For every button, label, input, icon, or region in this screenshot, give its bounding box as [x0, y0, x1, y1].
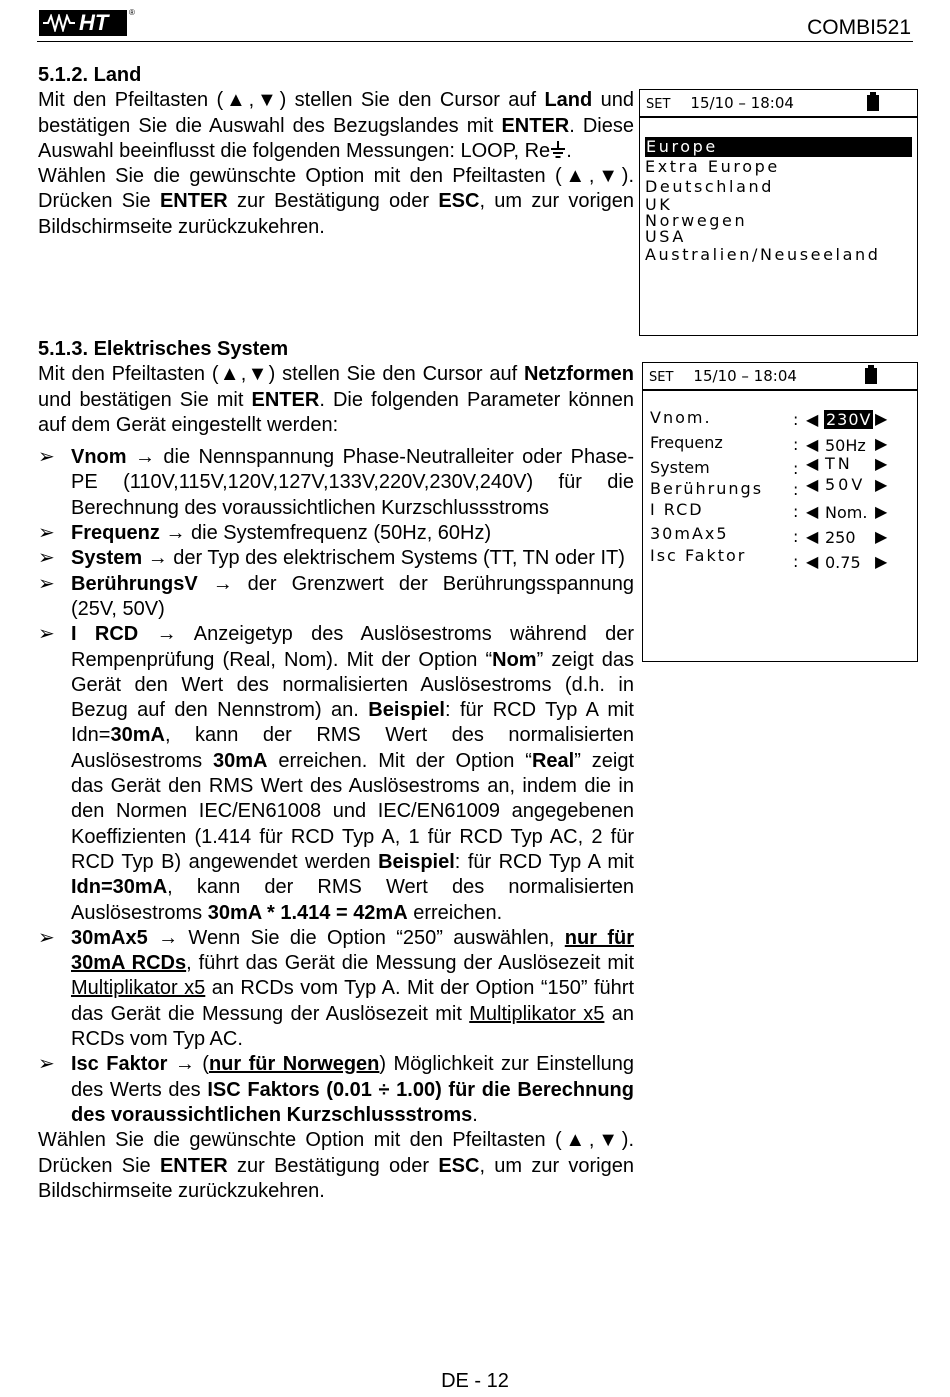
arrow-icon: → [158, 926, 179, 949]
bullet-icon: ➢ [38, 446, 55, 469]
device-screen-system: SET 15/10 – 18:04 Vnom. : ◀ 230V ▶ Frequenz : ◀ 50Hz ▶ System : ◀ TN ▶ Berührungs : ◀ 50V ▶ I RCD : ◀ Nom. ▶ 30mAx5 : ◀ 250 ▶ Isc Faktor : ◀ 0.75 ▶ [642, 362, 918, 662]
arrow-icon: → [212, 572, 233, 595]
bullet-icon: ➢ [38, 522, 55, 545]
arrow-icon: → [174, 1053, 195, 1076]
right-arrow-icon[interactable]: ▶ [875, 434, 888, 453]
ht-logo [39, 10, 127, 36]
parameter-list [38, 445, 634, 1128]
set-label: SET [646, 97, 671, 112]
arrow-icon: → [147, 547, 168, 570]
right-arrow-icon[interactable]: ▶ [875, 502, 888, 521]
left-arrow-icon[interactable]: ◀ [806, 475, 819, 494]
arrow-icon: → [156, 623, 177, 646]
right-arrow-icon[interactable]: ▶ [875, 552, 888, 571]
bullet-icon: ➢ [38, 547, 55, 570]
waveform-icon [43, 14, 75, 32]
earth-symbol-icon [550, 141, 566, 159]
battery-icon [865, 368, 877, 384]
country-list [645, 137, 912, 265]
left-arrow-icon[interactable]: ◀ [806, 502, 819, 521]
bullet-icon: ➢ [38, 926, 55, 949]
list-item: ➢ System → der Typ des elektrischem Systems (TT, TN oder IT) [38, 546, 634, 571]
list-item-selected[interactable]: Europe [645, 137, 912, 157]
bullet-icon: ➢ [38, 623, 55, 646]
paragraph: Mit den Pfeiltasten (▲,▼) stellen Sie den Cursor auf Land und bestätigen Sie die Auswahl des Bezugslandes mit ENTER. Diese Auswahl beeinflusst die folgenden Messungen: LOOP, Re . [38, 89, 634, 162]
datetime: 15/10 – 18:04 [693, 367, 797, 385]
arrow-icon: → [134, 446, 155, 469]
bullet-icon: ➢ [38, 1053, 55, 1076]
model-name: COMBI521 [807, 16, 911, 39]
setting-value: TN [825, 454, 853, 473]
setting-value: Nom. [825, 503, 868, 522]
left-arrow-icon[interactable]: ◀ [806, 410, 819, 429]
list-item[interactable]: Extra Europe [645, 157, 780, 176]
screen-header [646, 94, 794, 112]
set-label: SET [649, 370, 674, 385]
registered-mark: ® [129, 8, 135, 17]
list-item: ➢ Frequenz → die Systemfrequenz (50Hz, 60Hz) [38, 521, 634, 546]
list-item[interactable]: Deutschland [645, 177, 774, 196]
setting-value: 0.75 [825, 553, 861, 572]
paragraph: Wählen Sie die gewünschte Option mit den Pfeiltasten (▲,▼). Drücken Sie ENTER zur Bestätigung oder ESC, um zur vorigen Bildschirmseite zurückzukehren. [38, 165, 634, 238]
list-item: ➢ I RCD → Anzeigetyp des Auslösestroms während der Rempenprüfung (Real, Nom). Mit der Option “Nom” zeigt das Gerät den Wert des normalisierten Auslösestroms (d.h. in Bezug auf den Nennstrom) an. Beispiel: für RCD Typ A mit Idn=30mA, kann der RMS Wert des normalisierten Auslösestroms 30mA erreichen. Mit der Option “Real” zeigt das Gerät den RMS Wert des Auslösestroms an, indem die in den Normen IEC/EN61008 und IEC/EN61009 angegebenen Koeffizienten (1.414 für RCD Typ A, 1 für RCD Typ AC, 2 für RCD Typ B) angewendet werden Beispiel: für RCD Typ A mit Idn=30mA, kann der RMS Wert des normalisierten Auslösestroms 30mA * 1.414 = 42mA erreichen. [38, 623, 634, 924]
arrow-icon: → [165, 522, 186, 545]
left-arrow-icon[interactable]: ◀ [806, 552, 819, 571]
divider [640, 116, 917, 118]
setting-value: 250 [825, 528, 856, 547]
setting-value: 50Hz [825, 436, 866, 455]
section-heading: 5.1.3. Elektrisches System [38, 338, 289, 360]
bullet-icon: ➢ [38, 572, 55, 595]
paragraph: Wählen Sie die gewünschte Option mit den Pfeiltasten (▲,▼). Drücken Sie ENTER zur Bestätigung oder ESC, um zur vorigen Bildschirmseite zurückzukehren. [38, 1129, 634, 1202]
list-item[interactable]: Australien/Neuseeland [645, 245, 881, 264]
page-header [37, 8, 913, 42]
setting-value: 50V [825, 475, 866, 494]
right-arrow-icon[interactable]: ▶ [875, 475, 888, 494]
screen-header [649, 367, 797, 385]
list-item: ➢ 30mAx5 → Wenn Sie die Option “250” auswählen, nur für 30mA RCDs, führt das Gerät die Messung der Auslösezeit mit Multiplikator x5 an RCDs vom Typ A. Mit der Option “150” führt das Gerät die Messung der Auslösezeit mit Multiplikator x5 an RCDs vom Typ AC. [38, 926, 635, 1051]
list-item: ➢ Vnom → die Nennspannung Phase-Neutralleiter oder Phase-PE (110V,115V,120V,127V,133V,220V,230V,240V) für die Berechnung des voraussichtlichen Kurzschlussstroms [38, 446, 634, 519]
section-land [38, 63, 634, 240]
section-elektrisches-system [38, 337, 634, 1204]
device-screen-land [639, 89, 918, 336]
right-arrow-icon[interactable]: ▶ [875, 454, 888, 473]
right-arrow-icon[interactable]: ▶ [875, 527, 888, 546]
list-item: ➢ Isc Faktor → (nur für Norwegen) Möglichkeit zur Einstellung des Werts des ISC Faktors (0.01 ÷ 1.00) für die Berechnung des voraussichtlichen Kurzschlussstroms. [38, 1053, 635, 1126]
paragraph: Mit den Pfeiltasten (▲,▼) stellen Sie den Cursor auf Netzformen und bestätigen Sie mit ENTER. Die folgenden Parameter können auf dem Gerät eingestellt werden: [38, 363, 634, 436]
setting-value: 230V [826, 410, 872, 429]
battery-icon [867, 95, 879, 111]
left-arrow-icon[interactable]: ◀ [806, 435, 819, 454]
list-item[interactable]: UK [645, 195, 673, 214]
datetime: 15/10 – 18:04 [690, 94, 794, 112]
list-item[interactable]: Norwegen [645, 211, 748, 230]
list-item[interactable]: USA [645, 227, 686, 246]
logo-text: HT [79, 10, 109, 35]
section-heading: 5.1.2. Land [38, 64, 142, 86]
left-arrow-icon[interactable]: ◀ [806, 454, 819, 473]
divider [643, 389, 917, 391]
page-number: DE - 12 [441, 1370, 509, 1392]
list-item: ➢ BerührungsV → der Grenzwert der Berührungsspannung (25V, 50V) [38, 572, 634, 620]
left-arrow-icon[interactable]: ◀ [806, 527, 819, 546]
right-arrow-icon[interactable]: ▶ [875, 409, 888, 428]
